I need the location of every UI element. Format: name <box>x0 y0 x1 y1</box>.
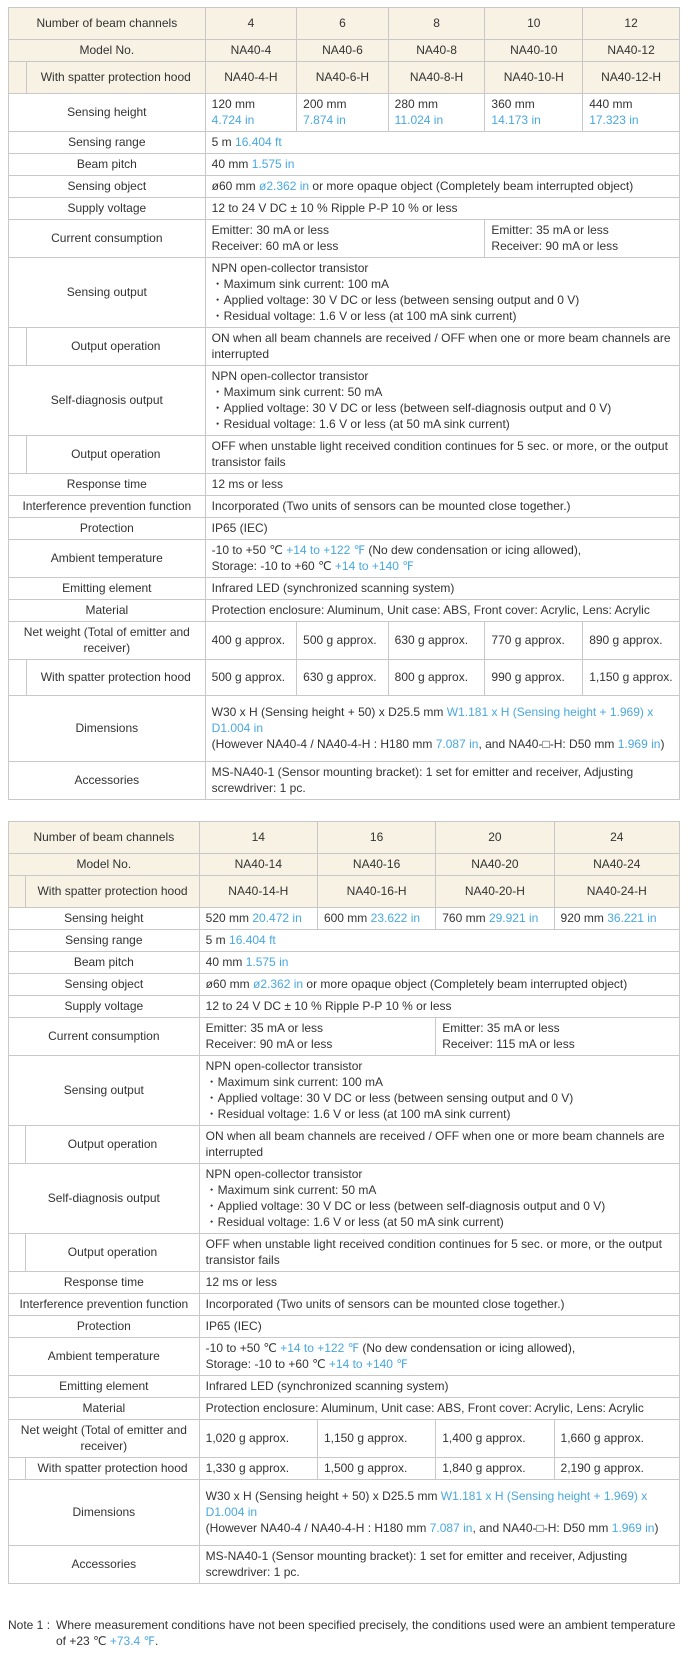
label-beam-pitch: Beam pitch <box>9 154 206 176</box>
label-sensing-range: Sensing range <box>9 132 206 154</box>
row-interference <box>9 496 680 518</box>
indent-spacer <box>9 1234 26 1272</box>
emitting-value: Infrared LED (synchronized scanning system) <box>205 578 679 600</box>
pitch-in: 1.575 in <box>245 955 289 969</box>
row-protection <box>9 518 680 540</box>
label-spatter-model: With spatter protection hood <box>26 876 199 908</box>
row-spatter-model <box>9 876 680 908</box>
label-net-weight: Net weight (Total of emitter and receiver) <box>9 622 206 660</box>
label-channels: Number of beam channels <box>9 8 206 40</box>
dim-note: (However NA40-4 / NA40-4-H : H180 mm <box>205 1521 427 1535</box>
row-output-operation-2 <box>9 436 680 474</box>
weight-cell: 630 g approx. <box>388 622 485 660</box>
current-value: Emitter: 30 mA or less Receiver: 60 mA or less <box>205 220 485 258</box>
ambient-c: -10 to +50 ℃ <box>211 543 283 557</box>
footnote <box>8 1617 680 1649</box>
output-operation-value: ON when all beam channels are received / OFF when one or more beam channels are interrupted <box>199 1126 679 1164</box>
height-mm: 760 mm <box>442 911 486 925</box>
protection-value: IP65 (IEC) <box>205 518 679 540</box>
dim-note-in: 7.087 in <box>429 1521 473 1535</box>
label-protection: Protection <box>9 1316 200 1338</box>
height-in: 4.724 in <box>211 113 255 127</box>
weight-cell: 500 g approx. <box>297 622 389 660</box>
sensing-object-value <box>199 974 679 996</box>
spatter-model-cell: NA40-14-H <box>199 876 317 908</box>
ambient-value <box>199 1338 679 1376</box>
output-operation-value: OFF when unstable light received condition continues for 5 sec. or more, or the output transistor fails <box>199 1234 679 1272</box>
footnote-body: Where measurement conditions have not been specified precisely, the conditions used were an ambient temperature of +23 ℃ <box>56 1618 676 1648</box>
height-in: 20.472 in <box>252 911 302 925</box>
material-value: Protection enclosure: Aluminum, Unit case: ABS, Front cover: Acrylic, Lens: Acrylic <box>205 600 679 622</box>
row-emitting <box>9 578 680 600</box>
response-value: 12 ms or less <box>205 474 679 496</box>
row-accessories <box>9 1546 680 1584</box>
spec-table-1 <box>8 7 680 800</box>
row-output-operation-2 <box>9 1234 680 1272</box>
dim-note-in: 7.087 in <box>435 737 479 751</box>
storage-c: Storage: -10 to +60 ℃ <box>205 1357 326 1371</box>
row-net-weight <box>9 1420 680 1458</box>
accessories-value: MS-NA40-1 (Sensor mounting bracket): 1 set for emitter and receiver, Adjusting screwdriver: 1 pc. <box>205 762 679 800</box>
label-net-weight: Net weight (Total of emitter and receiver) <box>9 1420 200 1458</box>
response-value: 12 ms or less <box>199 1272 679 1294</box>
label-interference: Interference prevention function <box>9 496 206 518</box>
weight-cell: 1,400 g approx. <box>436 1420 554 1458</box>
indent-spacer <box>9 62 27 94</box>
weight-cell: 1,020 g approx. <box>199 1420 317 1458</box>
model-cell: NA40-24 <box>554 854 679 876</box>
row-current <box>9 220 680 258</box>
label-beam-pitch: Beam pitch <box>9 952 200 974</box>
height-in: 7.874 in <box>303 113 346 127</box>
object-desc: or more opaque object (Completely beam interrupted object) <box>306 977 628 991</box>
height-in: 29.921 in <box>488 911 539 925</box>
beam-pitch-value <box>205 154 679 176</box>
spatter-weight-cell: 1,840 g approx. <box>436 1458 554 1480</box>
spatter-weight-cell: 990 g approx. <box>485 660 583 696</box>
indent-spacer <box>9 328 27 366</box>
ambient-note: (No dew condensation or icing allowed), <box>362 1341 576 1355</box>
dim-note-2-in: 1.969 in <box>617 737 661 751</box>
storage-f: +14 to +140 ℉ <box>334 559 414 573</box>
channels-cell: 16 <box>317 822 435 854</box>
channels-cell: 14 <box>199 822 317 854</box>
range-mm: 5 m <box>205 933 226 947</box>
indent-spacer <box>9 660 27 696</box>
weight-cell: 890 g approx. <box>583 622 680 660</box>
label-protection: Protection <box>9 518 206 540</box>
label-accessories: Accessories <box>9 762 206 800</box>
row-dimensions <box>9 1480 680 1546</box>
dim-in: W1.181 x H (Sensing height + 1.969) x D1.004 in <box>205 1489 648 1519</box>
row-beam-pitch <box>9 154 680 176</box>
row-supply-voltage <box>9 996 680 1018</box>
model-cell: NA40-16 <box>317 854 435 876</box>
supply-voltage-value: 12 to 24 V DC ± 10 % Ripple P-P 10 % or less <box>205 198 679 220</box>
channels-cell: 24 <box>554 822 679 854</box>
row-dimensions <box>9 696 680 762</box>
label-ambient: Ambient temperature <box>9 1338 200 1376</box>
spatter-weight-cell: 800 g approx. <box>388 660 485 696</box>
output-operation-value: OFF when unstable light received condition continues for 5 sec. or more, or the output transistor fails <box>205 436 679 474</box>
row-sensing-output <box>9 258 680 328</box>
model-cell: NA40-12 <box>583 40 680 62</box>
channels-cell: 12 <box>583 8 680 40</box>
indent-spacer <box>9 876 26 908</box>
accessories-value: MS-NA40-1 (Sensor mounting bracket): 1 set for emitter and receiver, Adjusting screwdriver: 1 pc. <box>199 1546 679 1584</box>
sensing-output-value: NPN open-collector transistor ・Maximum sink current: 100 mA ・Applied voltage: 30 V DC or less (between sensing output and 0 V) ・Residual voltage: 1.6 V or less (at 100 mA sink current) <box>205 258 679 328</box>
object-mm: ø60 mm <box>205 977 250 991</box>
supply-voltage-value: 12 to 24 V DC ± 10 % Ripple P-P 10 % or less <box>199 996 679 1018</box>
height-in: 14.173 in <box>491 113 541 127</box>
sensing-range-value <box>205 132 679 154</box>
dim-in: W1.181 x H (Sensing height + 1.969) x D1.004 in <box>211 705 654 735</box>
label-sensing-object: Sensing object <box>9 974 200 996</box>
label-sensing-range: Sensing range <box>9 930 200 952</box>
spatter-weight-cell: 1,500 g approx. <box>317 1458 435 1480</box>
channels-cell: 8 <box>388 8 485 40</box>
model-cell: NA40-4 <box>205 40 297 62</box>
label-dimensions: Dimensions <box>9 696 206 762</box>
current-value: Emitter: 35 mA or less Receiver: 90 mA or less <box>199 1018 436 1056</box>
interference-value: Incorporated (Two units of sensors can be mounted close together.) <box>205 496 679 518</box>
row-sensing-object <box>9 974 680 996</box>
height-in: 23.622 in <box>370 911 421 925</box>
current-value: Emitter: 35 mA or less Receiver: 115 mA or less <box>436 1018 680 1056</box>
ambient-note: (No dew condensation or icing allowed), <box>368 543 582 557</box>
model-cell: NA40-6 <box>297 40 389 62</box>
range-in: 16.404 ft <box>229 933 276 947</box>
spatter-weight-cell: 2,190 g approx. <box>554 1458 679 1480</box>
row-beam-pitch <box>9 952 680 974</box>
object-desc: or more opaque object (Completely beam interrupted object) <box>312 179 634 193</box>
dim-note-2: , and NA40-□-H: D50 mm <box>478 737 615 751</box>
beam-pitch-value <box>199 952 679 974</box>
label-dimensions: Dimensions <box>9 1480 200 1546</box>
footnote-end: . <box>154 1634 159 1648</box>
material-value: Protection enclosure: Aluminum, Unit case: ABS, Front cover: Acrylic, Lens: Acrylic <box>199 1398 679 1420</box>
dim-close: ) <box>654 1521 659 1535</box>
label-emitting: Emitting element <box>9 1376 200 1398</box>
label-output-operation: Output operation <box>26 1126 199 1164</box>
sensing-height-cell <box>583 94 680 132</box>
protection-value: IP65 (IEC) <box>199 1316 679 1338</box>
row-response <box>9 1272 680 1294</box>
self-diagnosis-value: NPN open-collector transistor ・Maximum sink current: 50 mA ・Applied voltage: 30 V DC or less (between self-diagnosis output and 0 V) ・Residual voltage: 1.6 V or less (at 50 mA sink current) <box>205 366 679 436</box>
dim-mm: W30 x H (Sensing height + 50) x D25.5 mm <box>205 1489 438 1503</box>
row-self-diagnosis <box>9 1164 680 1234</box>
weight-cell: 400 g approx. <box>205 622 297 660</box>
label-accessories: Accessories <box>9 1546 200 1584</box>
height-mm: 120 mm <box>211 97 256 111</box>
channels-cell: 10 <box>485 8 583 40</box>
model-cell: NA40-14 <box>199 854 317 876</box>
indent-spacer <box>9 436 27 474</box>
row-model <box>9 854 680 876</box>
row-sensing-range <box>9 132 680 154</box>
interference-value: Incorporated (Two units of sensors can be mounted close together.) <box>199 1294 679 1316</box>
range-in: 16.404 ft <box>235 135 282 149</box>
label-spatter-model: With spatter protection hood <box>26 62 205 94</box>
label-emitting: Emitting element <box>9 578 206 600</box>
label-model: Model No. <box>9 854 200 876</box>
sensing-height-cell <box>554 908 679 930</box>
ambient-f: +14 to +122 ℉ <box>286 543 366 557</box>
row-model <box>9 40 680 62</box>
row-sensing-output <box>9 1056 680 1126</box>
spatter-weight-cell: 1,330 g approx. <box>199 1458 317 1480</box>
object-mm: ø60 mm <box>211 179 256 193</box>
height-in: 11.024 in <box>394 113 444 127</box>
weight-cell: 1,150 g approx. <box>317 1420 435 1458</box>
label-spatter-weight: With spatter protection hood <box>26 660 205 696</box>
pitch-mm: 40 mm <box>211 157 249 171</box>
row-channels <box>9 822 680 854</box>
label-sensing-height: Sensing height <box>9 94 206 132</box>
sensing-object-value <box>205 176 679 198</box>
object-in: ø2.362 in <box>253 977 304 991</box>
model-cell: NA40-10 <box>485 40 583 62</box>
row-sensing-object <box>9 176 680 198</box>
label-material: Material <box>9 600 206 622</box>
row-spatter-model <box>9 62 680 94</box>
label-sensing-object: Sensing object <box>9 176 206 198</box>
label-response: Response time <box>9 474 206 496</box>
spatter-model-cell: NA40-16-H <box>317 876 435 908</box>
spatter-weight-cell: 630 g approx. <box>297 660 389 696</box>
dim-note-2-in: 1.969 in <box>611 1521 655 1535</box>
channels-cell: 20 <box>436 822 554 854</box>
spatter-model-cell: NA40-12-H <box>583 62 680 94</box>
spec-table-2 <box>8 821 680 1584</box>
height-mm: 920 mm <box>560 911 604 925</box>
spatter-model-cell: NA40-10-H <box>485 62 583 94</box>
pitch-mm: 40 mm <box>205 955 243 969</box>
sensing-range-value <box>199 930 679 952</box>
row-sensing-height <box>9 94 680 132</box>
height-in: 36.221 in <box>607 911 657 925</box>
row-ambient <box>9 1338 680 1376</box>
label-sensing-height: Sensing height <box>9 908 200 930</box>
dim-close: ) <box>660 737 665 751</box>
dimensions-value <box>199 1480 679 1546</box>
dimensions-value <box>205 696 679 762</box>
row-protection <box>9 1316 680 1338</box>
row-material <box>9 1398 680 1420</box>
row-current <box>9 1018 680 1056</box>
row-accessories <box>9 762 680 800</box>
label-material: Material <box>9 1398 200 1420</box>
spatter-model-cell: NA40-24-H <box>554 876 679 908</box>
label-self-diagnosis: Self-diagnosis output <box>9 366 206 436</box>
weight-cell: 770 g approx. <box>485 622 583 660</box>
row-spatter-weight <box>9 1458 680 1480</box>
storage-c: Storage: -10 to +60 ℃ <box>211 559 332 573</box>
indent-spacer <box>9 1126 26 1164</box>
label-supply-voltage: Supply voltage <box>9 996 200 1018</box>
footnote-label: Note 1 : <box>8 1618 51 1632</box>
current-value: Emitter: 35 mA or less Receiver: 90 mA or less <box>485 220 680 258</box>
row-response <box>9 474 680 496</box>
row-spatter-weight <box>9 660 680 696</box>
label-sensing-output: Sensing output <box>9 1056 200 1126</box>
model-cell: NA40-8 <box>388 40 485 62</box>
label-response: Response time <box>9 1272 200 1294</box>
height-mm: 200 mm <box>303 97 347 111</box>
footnote-text <box>56 1617 676 1649</box>
ambient-c: -10 to +50 ℃ <box>205 1341 277 1355</box>
label-supply-voltage: Supply voltage <box>9 198 206 220</box>
self-diagnosis-value: NPN open-collector transistor ・Maximum sink current: 50 mA ・Applied voltage: 30 V DC or less (between self-diagnosis output and 0 V) ・Residual voltage: 1.6 V or less (at 50 mA sink current) <box>199 1164 679 1234</box>
row-output-operation <box>9 328 680 366</box>
ambient-value <box>205 540 679 578</box>
row-channels <box>9 8 680 40</box>
storage-f: +14 to +140 ℉ <box>328 1357 408 1371</box>
channels-cell: 4 <box>205 8 297 40</box>
range-mm: 5 m <box>211 135 232 149</box>
label-current: Current consumption <box>9 220 206 258</box>
channels-cell: 6 <box>297 8 389 40</box>
label-sensing-output: Sensing output <box>9 258 206 328</box>
sensing-height-cell <box>485 94 583 132</box>
row-emitting <box>9 1376 680 1398</box>
label-output-operation: Output operation <box>26 1234 199 1272</box>
height-mm: 600 mm <box>323 911 368 925</box>
emitting-value: Infrared LED (synchronized scanning system) <box>199 1376 679 1398</box>
height-mm: 360 mm <box>491 97 535 111</box>
height-mm: 440 mm <box>589 97 633 111</box>
sensing-height-cell <box>436 908 554 930</box>
row-ambient <box>9 540 680 578</box>
label-model: Model No. <box>9 40 206 62</box>
sensing-height-cell <box>297 94 389 132</box>
spatter-model-cell: NA40-8-H <box>388 62 485 94</box>
row-supply-voltage <box>9 198 680 220</box>
spatter-weight-cell: 500 g approx. <box>205 660 297 696</box>
dim-mm: W30 x H (Sensing height + 50) x D25.5 mm <box>211 705 444 719</box>
sensing-height-cell <box>205 94 297 132</box>
sensing-height-cell <box>317 908 435 930</box>
sensing-height-cell <box>388 94 485 132</box>
row-output-operation <box>9 1126 680 1164</box>
row-material <box>9 600 680 622</box>
spatter-model-cell: NA40-20-H <box>436 876 554 908</box>
ambient-f: +14 to +122 ℉ <box>280 1341 360 1355</box>
spatter-model-cell: NA40-4-H <box>205 62 297 94</box>
label-channels: Number of beam channels <box>9 822 200 854</box>
height-mm: 280 mm <box>394 97 439 111</box>
label-ambient: Ambient temperature <box>9 540 206 578</box>
sensing-height-cell <box>199 908 317 930</box>
model-cell: NA40-20 <box>436 854 554 876</box>
sensing-output-value: NPN open-collector transistor ・Maximum sink current: 100 mA ・Applied voltage: 30 V DC or less (between sensing output and 0 V) ・Residual voltage: 1.6 V or less (at 100 mA sink current) <box>199 1056 679 1126</box>
footnote-temp-f: +73.4 ℉ <box>109 1634 155 1648</box>
indent-spacer <box>9 1458 26 1480</box>
row-sensing-height <box>9 908 680 930</box>
label-self-diagnosis: Self-diagnosis output <box>9 1164 200 1234</box>
row-net-weight <box>9 622 680 660</box>
dim-note: (However NA40-4 / NA40-4-H : H180 mm <box>211 737 433 751</box>
label-current: Current consumption <box>9 1018 200 1056</box>
weight-cell: 1,660 g approx. <box>554 1420 679 1458</box>
spatter-weight-cell: 1,150 g approx. <box>583 660 680 696</box>
output-operation-value: ON when all beam channels are received / OFF when one or more beam channels are interrupted <box>205 328 679 366</box>
row-sensing-range <box>9 930 680 952</box>
label-spatter-weight: With spatter protection hood <box>26 1458 199 1480</box>
row-interference <box>9 1294 680 1316</box>
label-interference: Interference prevention function <box>9 1294 200 1316</box>
object-in: ø2.362 in <box>259 179 310 193</box>
height-in: 17.323 in <box>589 113 639 127</box>
height-mm: 520 mm <box>205 911 250 925</box>
label-output-operation: Output operation <box>26 436 205 474</box>
row-self-diagnosis <box>9 366 680 436</box>
label-output-operation: Output operation <box>26 328 205 366</box>
dim-note-2: , and NA40-□-H: D50 mm <box>472 1521 609 1535</box>
spatter-model-cell: NA40-6-H <box>297 62 389 94</box>
pitch-in: 1.575 in <box>251 157 295 171</box>
